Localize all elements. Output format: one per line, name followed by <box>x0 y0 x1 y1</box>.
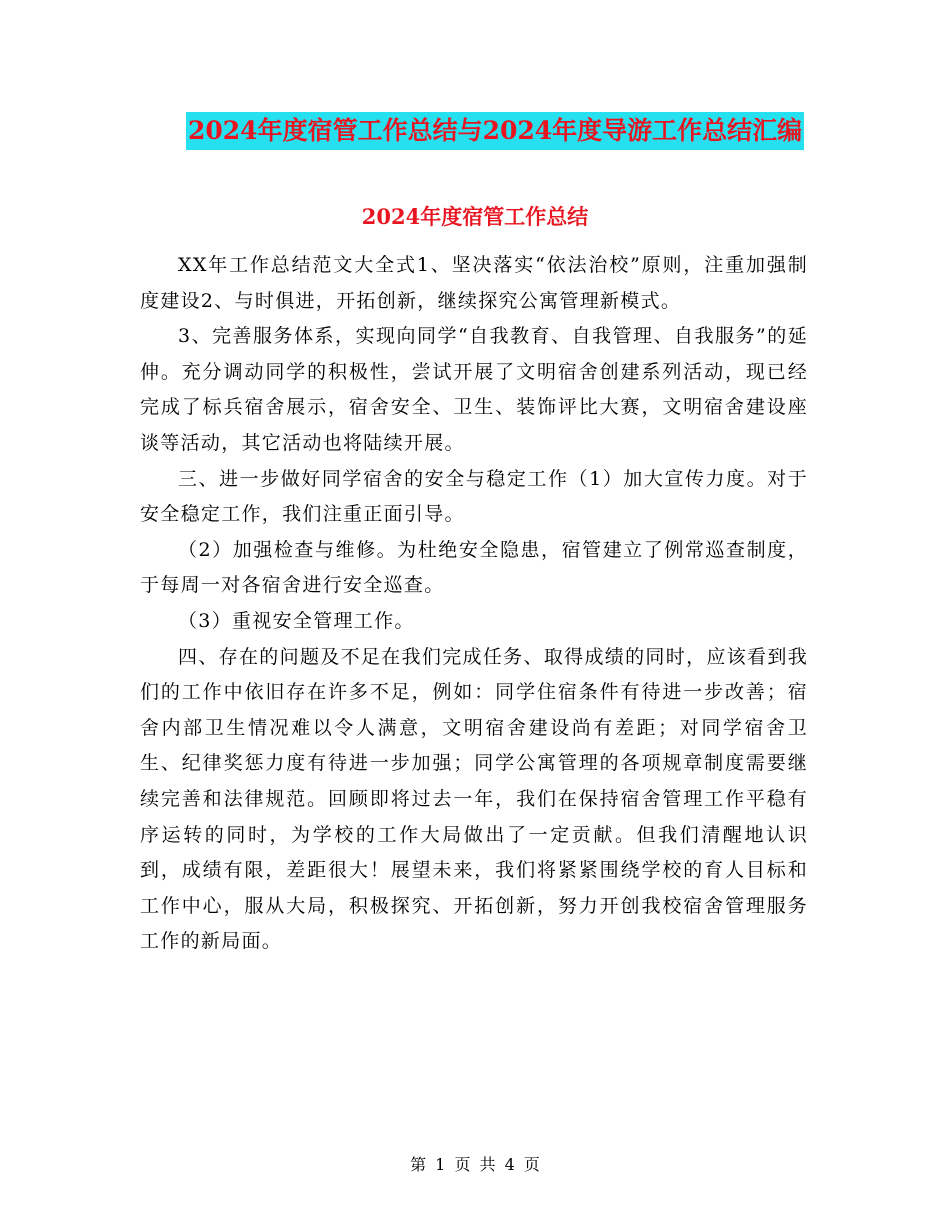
section-title: 2024年度宿管工作总结 <box>361 204 589 229</box>
paragraph: 3、完善服务体系，实现向同学“自我教育、自我管理、自我服务”的延伸。充分调动同学的积极性，尝试开展了文明宿舍创建系列活动，现已经完成了标兵宿舍展示，宿舍安全、卫生、装饰评比大赛，文明宿舍建设座谈等活动，其它活动也将陆续开展。 <box>140 325 808 454</box>
paragraph: 四、存在的问题及不足在我们完成任务、取得成绩的同时，应该看到我们的工作中依旧存在许多不足，例如：同学住宿条件有待进一步改善；宿舍内部卫生情况难以令人满意，文明宿舍建设尚有差距；对同学宿舍卫生、纪律奖惩力度有待进一步加强；同学公寓管理的各项规章制度需要继续完善和法律规范。回顾即将过去一年，我们在保持宿舍管理工作平稳有序运转的同时，为学校的工作大局做出了一定贡献。但我们清醒地认识到，成绩有限，差距很大！展望未来，我们将紧紧围绕学校的育人目标和工作中心，服从大局，积极探究、开拓创新，努力开创我校宿舍管理服务工作的新局面。 <box>140 645 808 953</box>
document-title: 2024年度宿管工作总结与2024年度导游工作总结汇编 <box>186 112 804 150</box>
paragraph: （2）加强检查与维修。为杜绝安全隐患，宿管建立了例常巡查制度，于每周一对各宿舍进行安全巡查。 <box>140 538 808 597</box>
paragraph: XX年工作总结范文大全式1、坚决落实“依法治校”原则，注重加强制度建设2、与时俱进，开拓创新，继续探究公寓管理新模式。 <box>140 254 808 312</box>
document-body <box>140 248 808 960</box>
paragraph: 三、进一步做好同学宿舍的安全与稳定工作（1）加大宣传力度。对于安全稳定工作，我们注重正面引导。 <box>140 467 808 526</box>
page-footer: 第 1 页 共 4 页 <box>410 1155 540 1174</box>
paragraph: （3）重视安全管理工作。 <box>178 609 415 632</box>
